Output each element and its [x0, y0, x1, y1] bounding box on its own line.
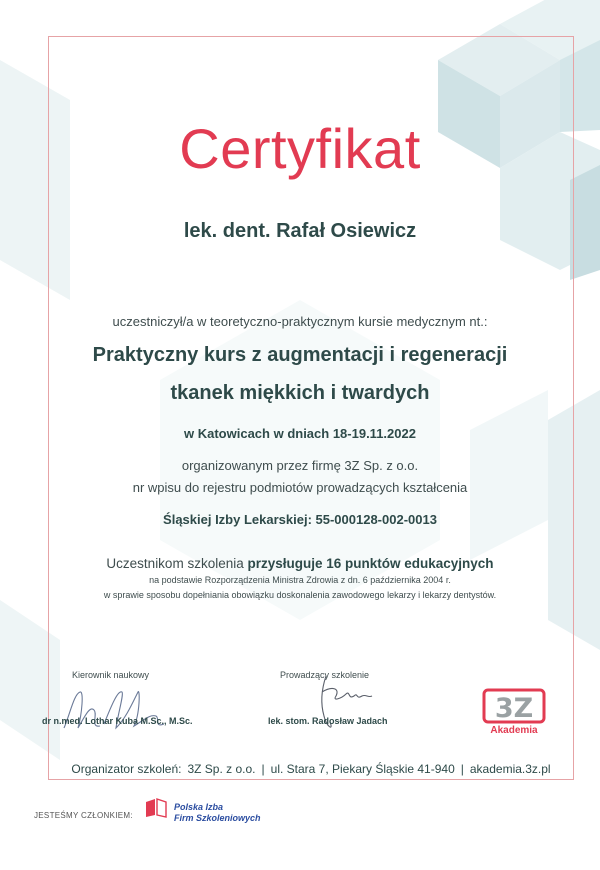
legal-basis-line-1: na podstawie Rozporządzenia Ministra Zdrowia z dn. 6 października 2004 r.: [149, 575, 451, 585]
certificate-title: Certyfikat: [179, 117, 421, 180]
logo-mark: 3Z: [494, 693, 534, 724]
points-bold: przysługuje 16 punktów edukacyjnych: [247, 556, 494, 571]
education-points: [0, 556, 600, 571]
footer-organizer-info: [48, 762, 574, 776]
footer-address: ul. Stara 7, Piekary Śląskie 41-940: [270, 762, 455, 776]
course-dates: w Katowicach w dniach 18-19.11.2022: [184, 426, 416, 441]
legal-basis-line-2: w sprawie sposobu dopełniania obowiązku doskonalenia zawodowego lekarzy i lekarzy dentystów.: [103, 590, 497, 600]
footer-organizer-label: Organizator szkoleń:: [71, 762, 182, 776]
participation-text: uczestniczył/a w teoretyczno-praktycznym kursie medycznym nt.:: [112, 314, 488, 329]
left-signature-handwriting: [60, 684, 170, 740]
recipient-name: lek. dent. Rafał Osiewicz: [183, 220, 417, 242]
right-signature-handwriting: [312, 672, 378, 736]
registry-number: Śląskiej Izby Lekarskiej: 55-000128-002-0013: [163, 512, 437, 527]
footer-separator: |: [261, 762, 265, 776]
organizer-text-line-2: nr wpisu do rejestru podmiotów prowadzących kształcenia: [132, 480, 468, 495]
points-prefix: Uczestnikom szkolenia: [106, 556, 248, 571]
pifs-name-line-2: Firm Szkoleniowych: [174, 813, 261, 823]
organizer-text-line-1: organizowanym przez firmę 3Z Sp. z o.o.: [181, 458, 419, 473]
footer-website: akademia.3z.pl: [469, 762, 551, 776]
membership-label: JESTEŚMY CZŁONKIEM:: [34, 811, 133, 820]
left-signature-label: Kierownik naukowy: [72, 670, 150, 680]
course-title-line-1: Praktyczny kurs z augmentacji i regeneracji: [92, 344, 508, 366]
course-title-line-2: tkanek miękkich i twardych: [170, 382, 430, 404]
logo-label: Akademia: [490, 725, 538, 736]
pifs-book-icon: [144, 796, 168, 818]
footer-company: 3Z Sp. z o.o.: [187, 762, 256, 776]
right-signature-label: Prowadzący szkolenie: [280, 670, 370, 680]
left-signature-name: dr n.med. Lothar Kuba M.Sc., M.Sc.: [42, 716, 193, 726]
right-signature-name: lek. stom. Radosław Jadach: [268, 716, 388, 726]
footer-separator: |: [460, 762, 464, 776]
pifs-name-line-1: Polska Izba: [174, 802, 224, 812]
